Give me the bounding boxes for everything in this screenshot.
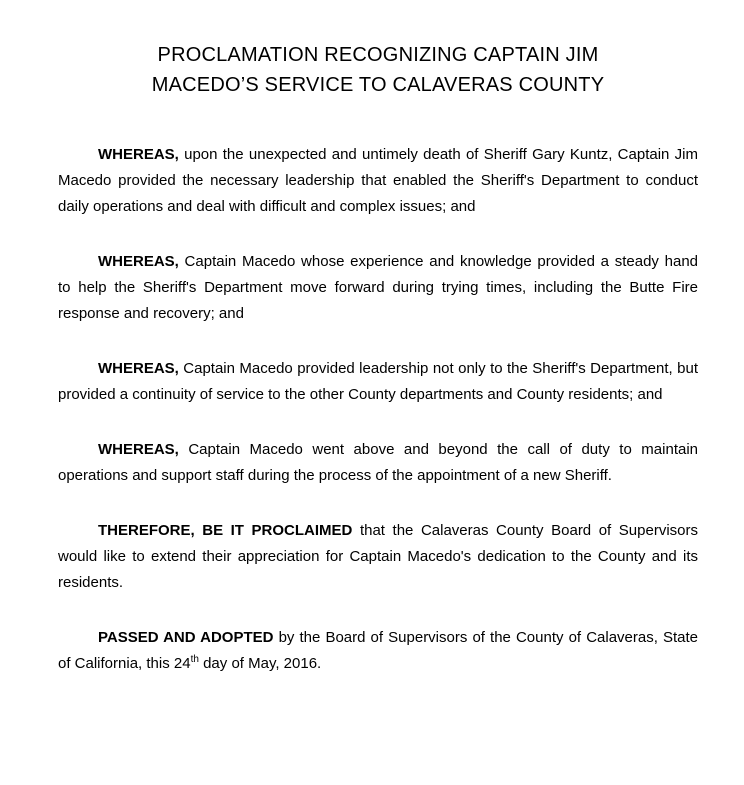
passed-adopted-lead: PASSED AND ADOPTED (98, 629, 274, 646)
whereas-paragraph-1 (58, 142, 698, 220)
whereas-body-3: Captain Macedo provided leadership not only to the Sheriff's Department, but provided a continuity of service to the other County departments and County residents; and (58, 360, 698, 403)
passed-adopted-body-end: day of May, 2016. (198, 655, 322, 672)
proclamation-title (58, 40, 698, 100)
whereas-lead-3: WHEREAS, (98, 360, 179, 377)
whereas-body-4: Captain Macedo went above and beyond the call of duty to maintain operations and support staff during the process of the appointment of a new Sheriff. (58, 441, 698, 484)
whereas-paragraph-4 (58, 437, 698, 489)
passed-adopted-body-start: by the Board of Supervisors of the County of Calaveras, State of California, this 24 (58, 629, 699, 672)
therefore-paragraph (58, 518, 698, 596)
whereas-lead-4: WHEREAS, (98, 441, 179, 458)
passed-adopted-paragraph (58, 625, 698, 677)
therefore-body: that the Calaveras County Board of Supervisors would like to extend their appreciation for Captain Macedo's dedication to the County and its residents. (58, 522, 698, 591)
ordinal-superscript: th (190, 654, 199, 665)
whereas-body-2: Captain Macedo whose experience and knowledge provided a steady hand to help the Sheriff's Department move forward during trying times, including the Butte Fire response and recovery; and (58, 253, 698, 322)
whereas-lead-2: WHEREAS, (98, 253, 179, 270)
whereas-lead-1: WHEREAS, (98, 146, 179, 163)
whereas-paragraph-2 (58, 249, 698, 327)
title-line-2: MACEDO’S SERVICE TO CALAVERAS COUNTY (151, 74, 605, 96)
therefore-lead: THEREFORE, BE IT PROCLAIMED (98, 522, 353, 539)
whereas-paragraph-3 (58, 356, 698, 408)
whereas-body-1: upon the unexpected and untimely death of Sheriff Gary Kuntz, Captain Jim Macedo provided the necessary leadership that enabled the Sheriff's Department to conduct daily operations and deal with difficult and complex issues; and (58, 146, 698, 215)
title-line-1: PROCLAMATION RECOGNIZING CAPTAIN JIM (157, 44, 599, 66)
